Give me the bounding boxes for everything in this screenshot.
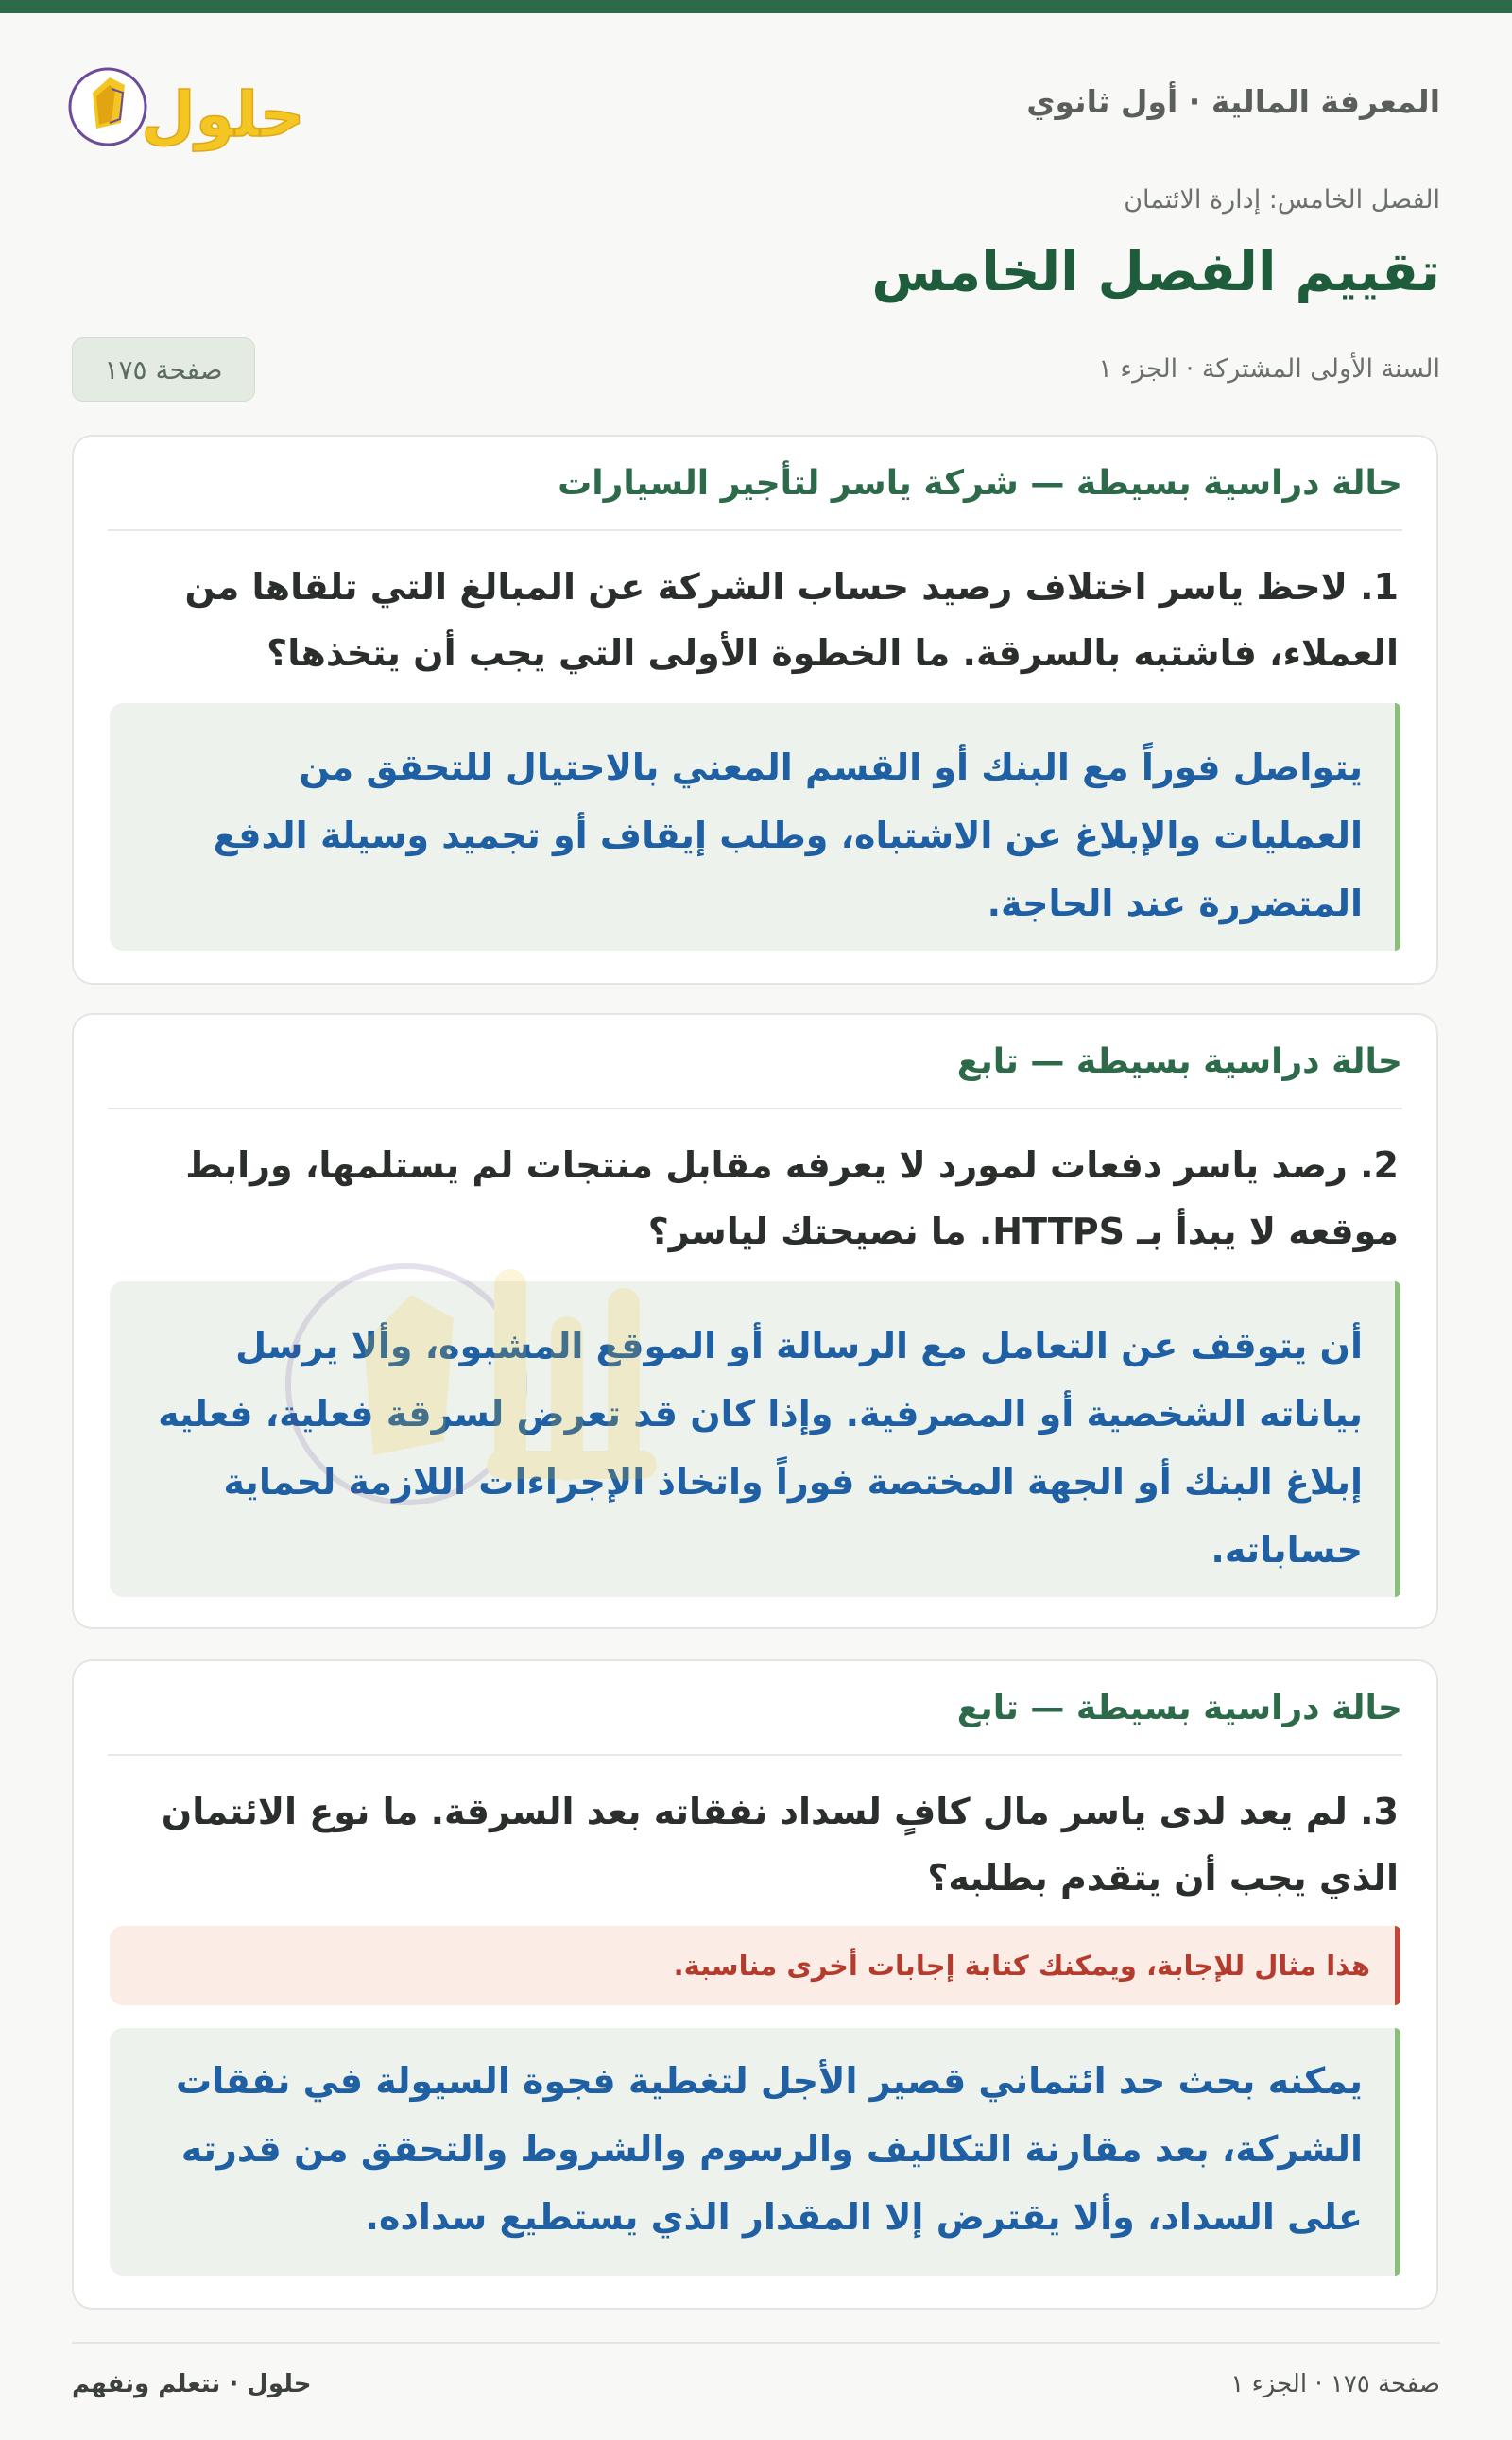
- case-card-heading: حالة دراسية بسيطة — شركة ياسر لتأجير السيارات: [108, 437, 1402, 531]
- page-badge: صفحة ١٧٥: [72, 337, 255, 402]
- answer-2: أن يتوقف عن التعامل مع الرسالة أو الموقع المشبوه، وألا يرسل بياناته الشخصية أو المصرفية. وإذا كان قد تعرض لسرقة فعلية، فعليه إبلاغ البنك أو الجهة المختصة فوراً واتخاذ الإجراءات اللازمة لحماية حساباته.: [110, 1281, 1400, 1597]
- answer-1: يتواصل فوراً مع البنك أو القسم المعني بالاحتيال للتحقق من العمليات والإبلاغ عن الاشتباه، وطلب إيقاف أو تجميد وسيلة الدفع المتضررة عند الحاجة.: [110, 703, 1400, 951]
- question-2: 2. رصد ياسر دفعات لمورد لا يعرفه مقابل منتجات لم يستلمها، ورابط موقعه لا يبدأ بـ HTTPS. ما نصيحتك لياسر؟: [185, 1144, 1399, 1252]
- case-card-heading: حالة دراسية بسيطة — تابع: [108, 1015, 1402, 1109]
- answer-3: يمكنه بحث حد ائتماني قصير الأجل لتغطية فجوة السيولة في نفقات الشركة، بعد مقارنة التكاليف والرسوم والشروط والتحقق من قدرته على السداد، وألا يقترض إلا المقدار الذي يستطيع سداده.: [110, 2028, 1400, 2276]
- hulul-logo-icon: [68, 55, 323, 159]
- book-meta: السنة الأولى المشتركة · الجزء ١: [1098, 354, 1440, 384]
- top-accent-bar: [0, 0, 1512, 13]
- chapter-label: الفصل الخامس: إدارة الائتمان: [1124, 185, 1440, 215]
- footer-tagline: حلول · نتعلم ونفهم: [72, 2370, 312, 2398]
- case-card-2: [72, 1013, 1438, 1629]
- page-title: تقييم الفصل الخامس: [871, 241, 1440, 303]
- case-card-heading: حالة دراسية بسيطة — تابع: [108, 1661, 1402, 1756]
- subject-title: المعرفة المالية · أول ثانوي: [1026, 83, 1440, 120]
- svg-text:حلول: حلول: [141, 78, 305, 151]
- case-card-1: [72, 435, 1438, 985]
- footer-page-info: صفحة ١٧٥ · الجزء ١: [1230, 2370, 1440, 2398]
- brand-logo[interactable]: [68, 55, 323, 159]
- sample-answer-note: هذا مثال للإجابة، ويمكنك كتابة إجابات أخرى مناسبة.: [110, 1926, 1400, 2005]
- question-3: 3. لم يعد لدى ياسر مال كافٍ لسداد نفقاته بعد السرقة. ما نوع الائتمان الذي يجب أن يتقدم بطلبه؟: [161, 1791, 1399, 1899]
- case-card-3: [72, 1659, 1438, 2310]
- question-1: 1. لاحظ ياسر اختلاف رصيد حساب الشركة عن المبالغ التي تلقاها من العملاء، فاشتبه بالسرقة. ما الخطوة الأولى التي يجب أن يتخذها؟: [184, 566, 1399, 674]
- footer-divider: [72, 2342, 1440, 2344]
